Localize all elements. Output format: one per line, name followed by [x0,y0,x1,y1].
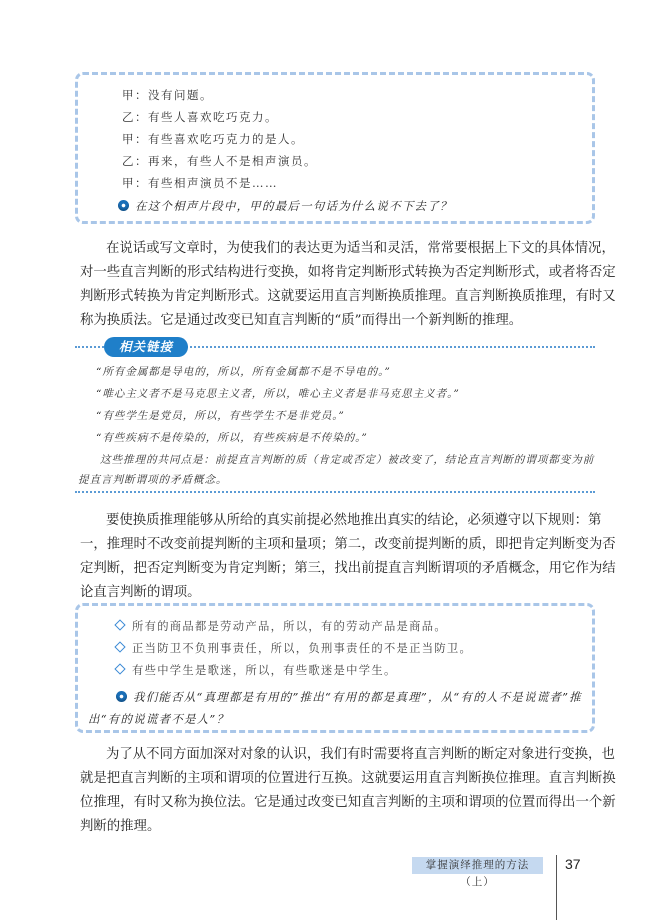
paragraph-line: 为了从不同方面加深对对象的认识，我们有时需要将直言判断的断定对象进行变换，也 [106,747,615,762]
question-text: 在这个相声片段中，甲的最后一句话为什么说不下去了？ [135,199,453,213]
exercise-item: 正当防卫不负刑事责任，所以，负刑事责任的不是正当防卫。 [116,640,472,656]
paragraph-line: 判断的推理。 [80,819,161,834]
related-links-bottom-rule [75,491,595,493]
dialogue-line: 乙：再来，有些人不是相声演员。 [122,154,317,168]
dialogue-line: 乙：有些人喜欢吃巧克力。 [122,110,278,124]
exercise-question: 我们能否从“真理都是有用的”推出“有用的都是真理”，从“有的人不是说谎者”推 [116,689,582,705]
paragraph-line: 论直言判断的谓项。 [80,585,201,600]
dialogue-line: 甲：有些相声演员不是…… [122,176,278,190]
dialogue-box [75,72,595,224]
question-bullet-icon [116,691,127,702]
related-example: “有些疾病不是传染的，所以，有些疾病是不传染的。” [96,432,368,444]
exercise-item: 有些中学生是歌迷，所以，有些歌迷是中学生。 [116,662,397,678]
page-number: 37 [565,856,581,872]
paragraph-line: 在说话或写文章时，为使我们的表达更为适当和灵活，常常要根据上下文的具体情况， [106,241,615,256]
related-example: “有些学生是党员，所以，有些学生不是非党员。” [96,410,345,422]
diamond-bullet-icon [114,641,125,652]
paragraph-line: 就是把直言判断的主项和谓项的位置进行互换。这就要运用直言判断换位推理。直言判断换 [80,771,616,786]
exercise-question-continued: 出“有的说谎者不是人”？ [88,712,230,726]
footer-divider [556,855,557,920]
chapter-title: 掌握演绎推理的方法（上） [412,857,543,874]
paragraph-conversion-rules [80,509,616,605]
paragraph-line: 定判断，把否定判断变为肯定判断；第三，找出前提直言判断谓项的矛盾概念，用它作为结 [80,561,616,576]
paragraph-line: 位推理，有时又称为换位法。它是通过改变已知直言判断的主项和谓项的位置而得出一个新 [80,795,616,810]
dialogue-line: 甲：没有问题。 [122,88,213,102]
question-bullet-icon [118,200,129,211]
paragraph-line: 对一些直言判断的形式结构进行变换，如将肯定判断形式转换为否定判断形式，或者将否定 [80,265,616,280]
dialogue-line: 甲：有些喜欢吃巧克力的是人。 [122,132,304,146]
related-example: “所有金属都是导电的，所以，所有金属都不是不导电的。” [96,366,391,378]
related-example: “唯心主义者不是马克思主义者，所以，唯心主义者是非马克思主义者。” [96,388,460,400]
related-summary-line: 这些推理的共同点是：前提直言判断的质（肯定或否定）被改变了，结论直言判断的谓项都变为前 [100,454,595,466]
paragraph-line: 判断形式转换为肯定判断形式。这就要运用直言判断换质推理。直言判断换质推理，有时又 [80,289,616,304]
paragraph-conversion-position [80,743,616,839]
discussion-question [118,198,453,214]
paragraph-conversion-intro [80,237,616,333]
related-summary-line: 提直言判断谓项的矛盾概念。 [78,474,228,486]
diamond-bullet-icon [114,663,125,674]
related-links-badge: 相关链接 [104,337,188,357]
paragraph-line: 要使换质推理能够从所给的真实前提必然地推出真实的结论，必须遵守以下规则：第 [106,513,602,528]
diamond-bullet-icon [114,619,125,630]
paragraph-line: 一，推理时不改变前提判断的主项和量项；第二，改变前提判断的质，即把肯定判断变为否 [80,537,616,552]
exercise-item: 所有的商品都是劳动产品，所以，有的劳动产品是商品。 [116,618,447,634]
paragraph-line: 称为换质法。它是通过改变已知直言判断的“质”而得出一个新判断的推理。 [80,313,523,328]
